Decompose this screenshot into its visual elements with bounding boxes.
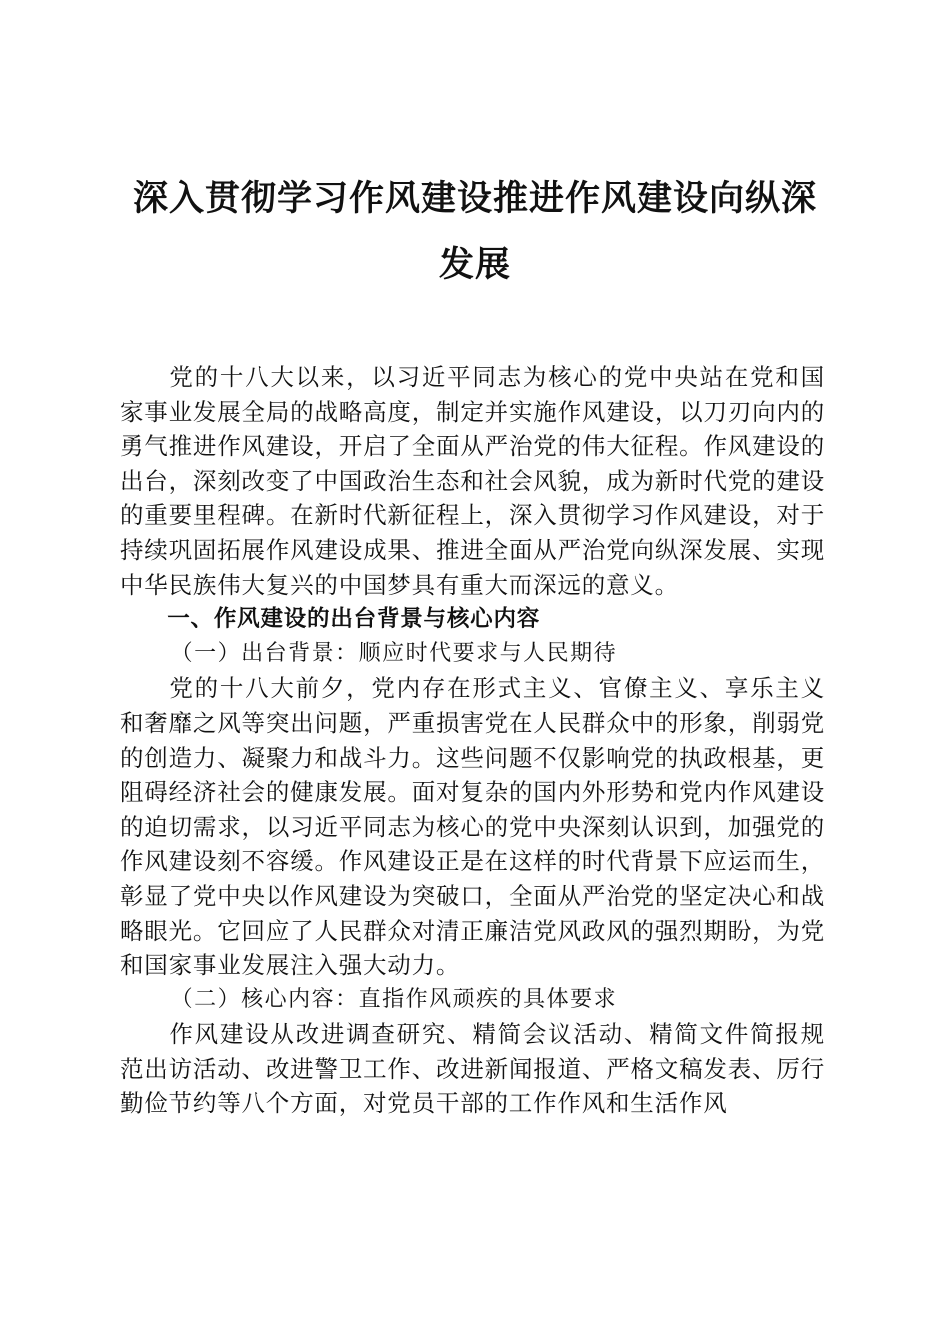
document-body: [120, 360, 825, 1121]
subsection-2-heading: （二）核心内容：直指作风顽疾的具体要求: [170, 986, 618, 1012]
subsection-1-heading: （一）出台背景：顺应时代要求与人民期待: [170, 640, 618, 666]
section-1-heading: 一、作风建设的出台背景与核心内容: [167, 606, 541, 633]
document-title: 深入贯彻学习作风建设推进作风建设向纵深发展: [132, 178, 817, 285]
subsection-2-paragraph: 作风建设从改进调查研究、精简会议活动、精简文件简报规范出访活动、改进警卫工作、改进新闻报道、严格文稿发表、厉行勤俭节约等八个方面，对党员干部的工作作风和生活作风: [120, 1020, 825, 1118]
subsection-1-paragraph: 党的十八大前夕，党内存在形式主义、官僚主义、享乐主义和奢靡之风等突出问题，严重损害党在人民群众中的形象，削弱党的创造力、凝聚力和战斗力。这些问题不仅影响党的执政根基，更阻碍经济社会的健康发展。面对复杂的国内外形势和党内作风建设的迫切需求，以习近平同志为核心的党中央深刻认识到，加强党的作风建设刻不容缓。作风建设正是在这样的时代背景下应运而生，彰显了党中央以作风建设为突破口，全面从严治党的坚定决心和战略眼光。它回应了人民群众对清正廉洁党风政风的强烈期盼，为党和国家事业发展注入强大动力。: [120, 674, 825, 980]
intro-paragraph: 党的十八大以来，以习近平同志为核心的党中央站在党和国家事业发展全局的战略高度，制定并实施作风建设，以刀刃向内的勇气推进作风建设，开启了全面从严治党的伟大征程。作风建设的出台，深刻改变了中国政治生态和社会风貌，成为新时代党的建设的重要里程碑。在新时代新征程上，深入贯彻学习作风建设，对于持续巩固拓展作风建设成果、推进全面从严治党向纵深发展、实现中华民族伟大复兴的中国梦具有重大而深远的意义。: [120, 363, 825, 599]
